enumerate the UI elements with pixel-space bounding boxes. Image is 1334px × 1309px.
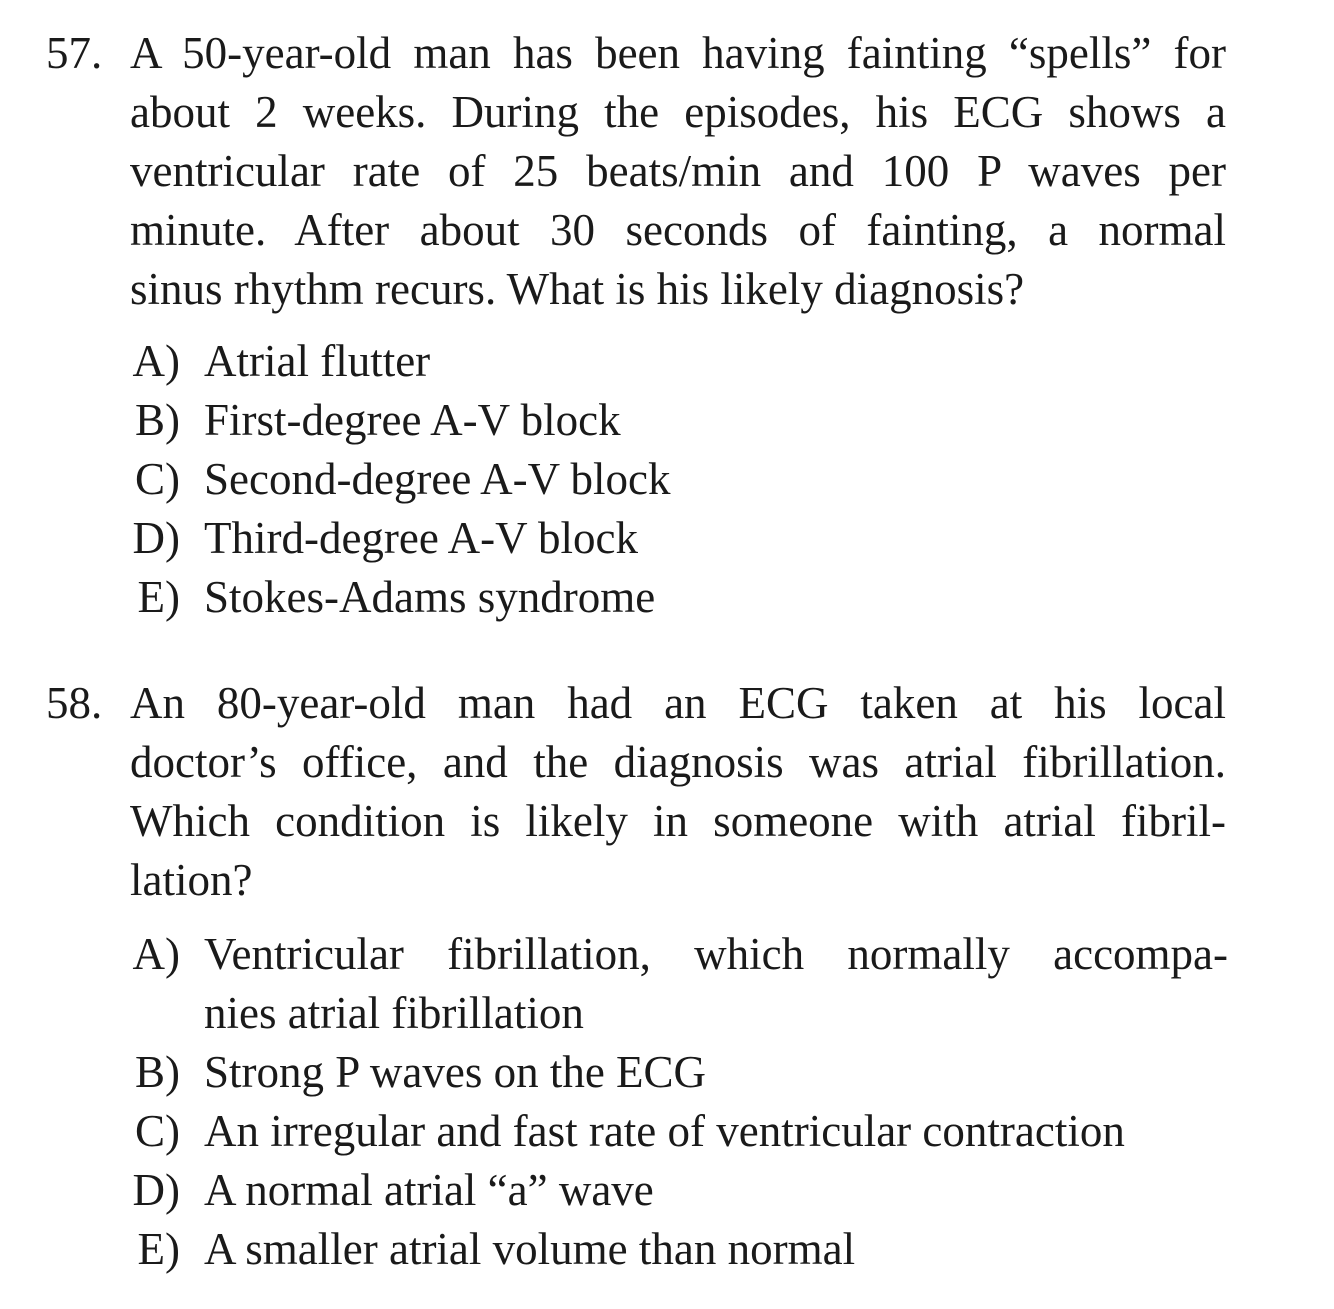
stem-line: ventricular rate of 25 beats/min and 100 P waves per (130, 146, 1226, 196)
stem-line: An 80-year-old man had an ECG taken at his local (130, 678, 1226, 728)
option-text (204, 391, 1228, 450)
option-text (204, 332, 1228, 391)
option-letter: A) (132, 929, 180, 979)
option-line: Second-degree A-V block (204, 454, 671, 504)
option-line: An irregular and fast rate of ventricular contraction (204, 1106, 1125, 1156)
option-line: A smaller atrial volume than normal (204, 1224, 856, 1274)
option-letter: B) (135, 395, 180, 445)
option-text (204, 1102, 1228, 1161)
option-line: A normal atrial “a” wave (204, 1165, 654, 1215)
stem-line: A 50-year-old man has been having fainting “spells” for (130, 28, 1226, 78)
option-line: Atrial flutter (204, 336, 431, 386)
option-text (204, 925, 1228, 1043)
question-stem (130, 674, 1226, 910)
question-number: 57. (46, 28, 103, 78)
option-letter: B) (135, 1047, 180, 1097)
option-line: First-degree A-V block (204, 395, 621, 445)
question-number: 58. (46, 678, 103, 728)
option-letter: E) (137, 572, 180, 622)
stem-line: doctor’s office, and the diagnosis was atrial fibrillation. (130, 737, 1226, 787)
option-text (204, 1043, 1228, 1102)
option-line: Third-degree A-V block (204, 513, 639, 563)
option-text (204, 568, 1228, 627)
option-line: Ventricular fibrillation, which normally accompa- (204, 929, 1228, 979)
stem-line: sinus rhythm recurs. What is his likely diagnosis? (130, 264, 1025, 314)
option-text (204, 509, 1228, 568)
option-text (204, 1220, 1228, 1279)
stem-line: minute. After about 30 seconds of fainting, a normal (130, 205, 1226, 255)
option-line: Stokes-Adams syndrome (204, 572, 656, 622)
option-line: Strong P waves on the ECG (204, 1047, 707, 1097)
option-line: nies atrial fibrillation (204, 988, 584, 1038)
option-text (204, 1161, 1228, 1220)
stem-line: Which condition is likely in someone with atrial fibril- (130, 796, 1226, 846)
option-text (204, 450, 1228, 509)
option-letter: A) (132, 336, 180, 386)
option-letter: E) (137, 1224, 180, 1274)
stem-line: about 2 weeks. During the episodes, his ECG shows a (130, 87, 1226, 137)
stem-line: lation? (130, 855, 253, 905)
option-letter: C) (135, 1106, 180, 1156)
question-stem (130, 24, 1226, 319)
option-letter: D) (132, 1165, 180, 1215)
option-letter: C) (135, 454, 180, 504)
option-letter: D) (132, 513, 180, 563)
